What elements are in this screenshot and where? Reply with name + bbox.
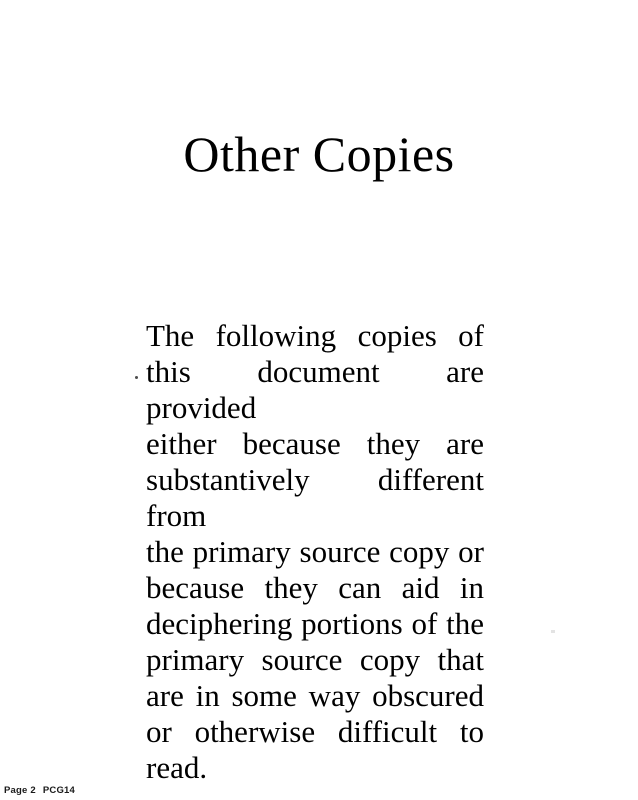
scan-speckle-artifact [551, 630, 555, 633]
page-number-label: Page 2 [4, 785, 36, 796]
paragraph-line: deciphering portions of the [146, 606, 484, 641]
paragraph-line: this document are provided [146, 354, 484, 425]
scan-speckle-artifact [135, 376, 138, 379]
document-body-paragraph [146, 318, 484, 786]
paragraph-line: are in some way obscured [146, 678, 484, 713]
page-footer [4, 785, 75, 796]
paragraph-line: either because they are [146, 426, 484, 461]
paragraph-line: because they can aid in [146, 570, 484, 605]
paragraph-line: substantively different from [146, 462, 484, 533]
paragraph-line: the primary source copy or [146, 534, 484, 569]
paragraph-line: read. [146, 750, 208, 785]
paragraph-line: The following copies of [146, 318, 484, 353]
document-title: Other Copies [183, 126, 455, 182]
paragraph-line: primary source copy that [146, 642, 484, 677]
document-code-label: PCG14 [42, 785, 75, 796]
paragraph-line: or otherwise difficult to [146, 714, 484, 749]
